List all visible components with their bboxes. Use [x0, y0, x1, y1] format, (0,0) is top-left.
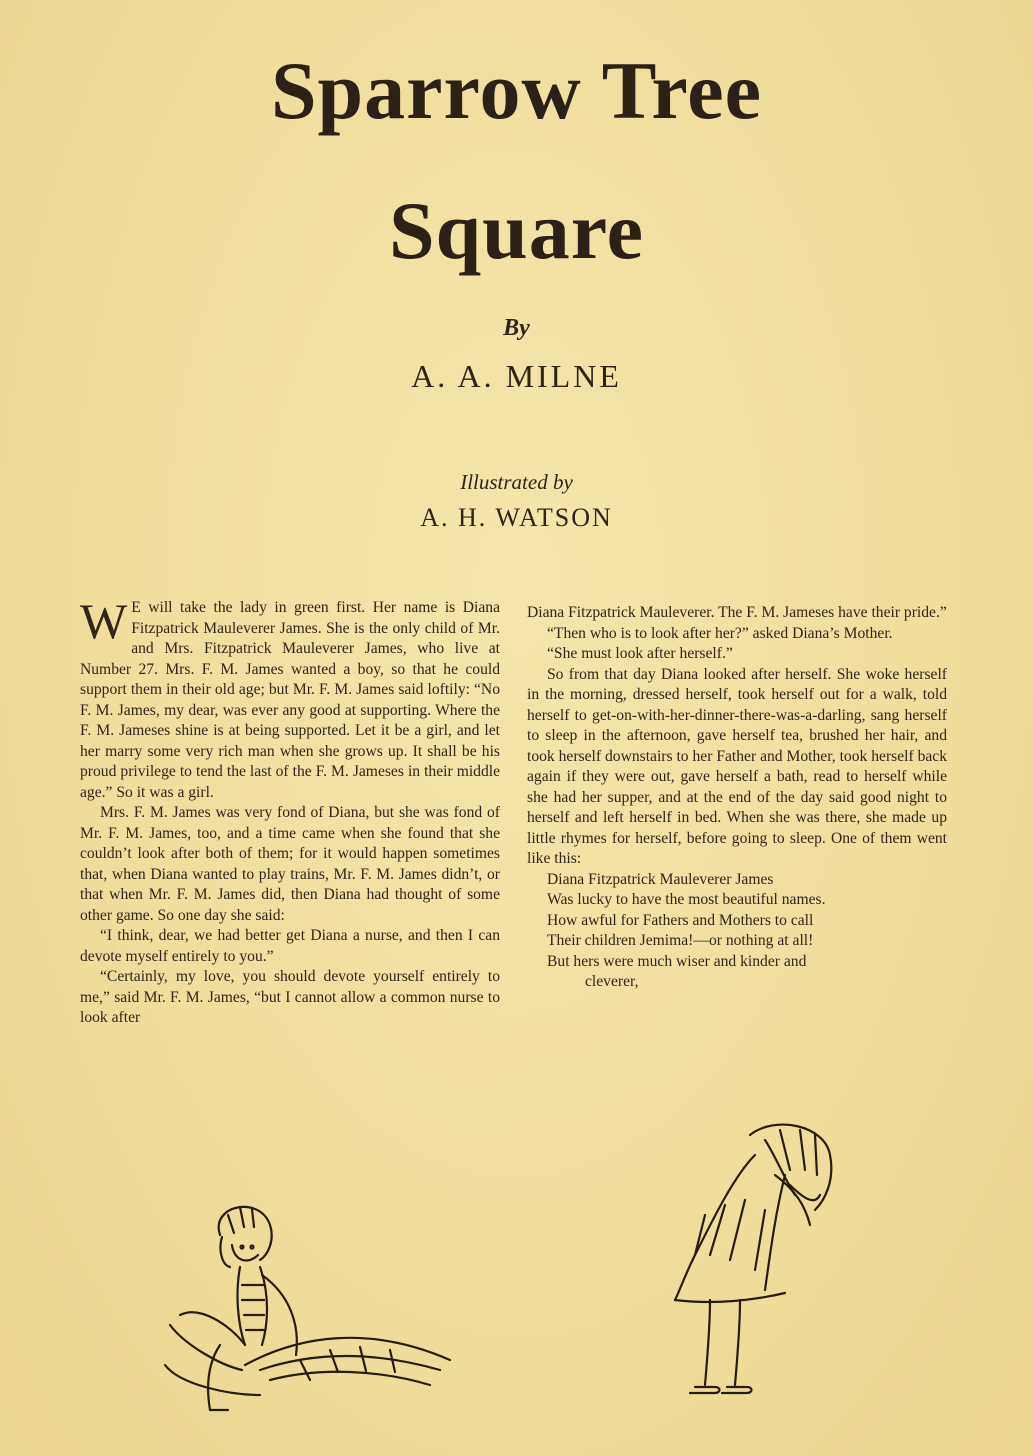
poem-line: Was lucky to have the most beautiful names.: [547, 891, 826, 908]
paragraph: So from that day Diana looked after herself. She woke herself in the morning, dressed herself, took herself out for a walk, told herself to get-on-with-her-dinner-there-was-a-darling, sang herself to sleep in the afternoon, gave herself tea, brushed her hair, and took herself downstairs to her Father and Mother, took herself back again if they were out, gave herself a bath, read to herself while she had her supper, and at the end of the day said good night to herself and left herself in bed. When she was there, she made up little rhymes for herself, before going to sleep. One of them went like this:: [527, 665, 947, 867]
paragraph: “Then who is to look after her?” asked Diana’s Mother.: [547, 624, 893, 642]
title-line-2: Square: [388, 185, 645, 276]
title-line-1: Sparrow Tree: [270, 45, 763, 136]
girl-standing-bending-sketch: [655, 1115, 845, 1415]
paragraph: “I think, dear, we had better get Diana a nurse, and then I can devote myself entirely to you.”: [80, 927, 500, 965]
paragraph: Diana Fitzpatrick Mauleverer. The F. M. Jameses have their pride.”: [527, 604, 947, 621]
illustrator-name: A. H. WATSON: [420, 503, 613, 532]
poem: [547, 870, 947, 993]
author-name: A. A. MILNE: [411, 358, 622, 394]
paragraph: “She must look after herself.”: [547, 645, 733, 662]
paragraph: WE will take the lady in green first. Her name is Diana Fitzpatrick Mauleverer James. She is the only child of Mr. and Mrs. Fitzpatrick Mauleverer James, who live at Number 27. Mrs. F. M. James wanted a boy, so that he could support them in their old age; but Mr. F. M. James said loftily: “No F. M. James, my dear, was ever any good at supporting. Where the F. M. Jameses shine is at being supported. Let it be a girl, and let her marry some very rich man when she grows up. It shall be his proud privilege to tend the last of the F. M. Jameses in their middle age.” So it was a girl.: [80, 593, 500, 801]
paragraph: “Certainly, my love, you should devote yourself entirely to me,” said Mr. F. M. James, “but I cannot allow a common nurse to look after: [80, 968, 500, 1026]
girl-sitting-sketch: [150, 1195, 460, 1435]
poem-line: How awful for Fathers and Mothers to call: [547, 911, 814, 929]
poem-line: But hers were much wiser and kinder and: [547, 952, 807, 970]
paragraph: Mrs. F. M. James was very fond of Diana, but she was fond of Mr. F. M. James, too, and a time came when she found that she couldn’t look after both of them; for it would happen sometimes that, when Diana wanted to play trains, Mr. F. M. James didn’t, or that when Mr. F. M. James did, then Diana had thought of some other game. So one day she said:: [80, 804, 500, 924]
by-label: By: [503, 315, 530, 341]
poem-line: cleverer,: [585, 973, 639, 990]
poem-line: Their children Jemima!—or nothing at all!: [547, 932, 814, 949]
right-column: [527, 603, 947, 993]
illustrated-by-label: Illustrated by: [460, 470, 573, 494]
poem-line: Diana Fitzpatrick Mauleverer James: [547, 870, 774, 888]
left-column: [80, 593, 500, 1029]
